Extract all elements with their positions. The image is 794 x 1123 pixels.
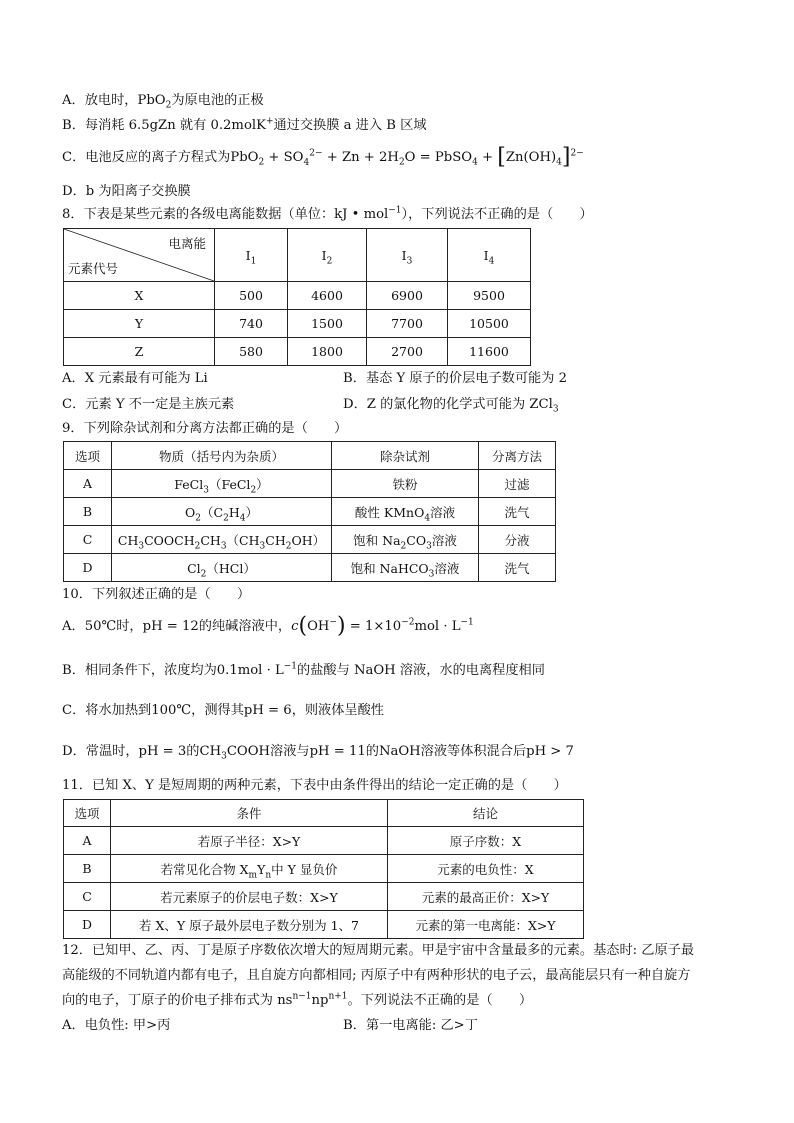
q12-stem-line3: 向的电子，丁原子的价电子排布式为 $ns^{n-1}np^{n+1}$。下列说法不正确的是（ ） — [62, 991, 533, 1008]
diagonal-line — [63, 228, 215, 282]
q7-option-a: A．放电时，PbO$_2$为原电池的正极 — [62, 93, 264, 111]
table-header-row: 选项 物质（括号内为杂质） 除杂试剂 分离方法 — [64, 442, 556, 470]
table-row: Z 580 1800 2700 11600 — [64, 338, 531, 366]
q8-option-a: A．X 元素最有可能为 Li — [62, 371, 208, 386]
table-row: X 500 4600 6900 9500 — [64, 282, 531, 310]
q8-stem: 8．下表是某些元素的各级电离能数据（单位：kJ • mol$^{-1}$），下列说法不正确的是（ ） — [62, 205, 593, 222]
col-i2: $I_2$ — [288, 229, 367, 282]
q8-option-b: B．基态 Y 原子的价层电子数可能为 2 — [343, 371, 567, 386]
q10-option-d: D．常温时，pH = 3的$CH_3COOH$溶液与pH = 11的NaOH溶液等体积混合后pH > 7 — [62, 744, 574, 762]
q10-option-b: B．相同条件下，浓度均为$0.1mol \cdot L^{-1}$的盐酸与 NaOH 溶液，水的电离程度相同 — [62, 661, 545, 678]
table-row: C 若元素原子的价层电子数：X>Y 元素的最高正价：X>Y — [64, 883, 584, 911]
table-row: C $CH_3COOCH_2CH_3(CH_3CH_2OH)$ 饱和 $Na_2CO_3$溶液 分液 — [64, 526, 556, 554]
q8-option-c: C．元素 Y 不一定是主族元素 — [62, 397, 235, 412]
table-header-row: 选项 条件 结论 — [64, 800, 584, 827]
table-row: A FeCl$_3$（FeCl$_2$） 铁粉 过滤 — [64, 470, 556, 498]
col-i3: $I_3$ — [367, 229, 448, 282]
col-i1: $I_1$ — [215, 229, 288, 282]
q7-option-d: D．b 为阳离子交换膜 — [62, 184, 191, 199]
q9-stem: 9．下列除杂试剂和分离方法都正确的是（ ） — [62, 421, 348, 436]
table-row: D $Cl_2(HCl)$ 饱和 NaHCO$_3$溶液 洗气 — [64, 554, 556, 582]
ionic-equation: $PbO_2 + SO_4^{2-} + Zn + 2H_2O$ = PbSO$_4$ + $[Zn(OH)_4]^{2-}$ — [230, 144, 584, 170]
table-row: B 若常见化合物 $X_mY_n$中 Y 显负价 元素的电负性：X — [64, 855, 584, 883]
col-i4: $I_4$ — [448, 229, 531, 282]
table-row: D 若 X、Y 原子最外层电子数分别为 1、7 元素的第一电离能：X>Y — [64, 911, 584, 939]
q10-stem: 10．下列叙述正确的是（ ） — [62, 587, 251, 602]
q12-option-b: B．第一电离能: 乙>丁 — [343, 1018, 478, 1033]
q12-stem-line2: 高能级的不同轨道内都有电子，且自旋方向都相同; 丙原子中有两种形状的电子云，最高能层只有一种自旋方 — [62, 968, 691, 983]
purification-table — [63, 441, 556, 582]
condition-conclusion-table — [63, 799, 584, 939]
q7-option-b: B．每消耗 6.5gZn 就有 0.2molK+通过交换膜 a 进入 B 区域 — [62, 116, 427, 133]
q12-option-a: A．电负性: 甲>丙 — [62, 1018, 171, 1033]
q12-stem-line1: 12．已知甲、乙、丙、丁是原子序数依次增大的短周期元素。甲是宇宙中含量最多的元素。基态时: 乙原子最 — [62, 943, 695, 958]
q11-stem: 11．已知 X、Y 是短周期的两种元素，下表中由条件得出的结论一定正确的是（ ） — [62, 778, 567, 793]
table-row: Y 740 1500 7700 10500 — [64, 310, 531, 338]
q10-option-c: C．将水加热到100℃，测得其pH = 6，则液体呈酸性 — [62, 703, 384, 718]
table-row: B $O_2(C_2H_4)$ 酸性 KMnO$_4$溶液 洗气 — [64, 498, 556, 526]
diagonal-header-cell: 电离能 元素代号 — [64, 229, 215, 282]
table-row: A 若原子半径：X>Y 原子序数：X — [64, 827, 584, 855]
q10-option-a: A．50℃时，pH = 12的纯碱溶液中，$c(OH^-) = 1\times 10^{-2}mol \cdot L^{-1}$ — [62, 613, 474, 639]
q7-option-c: C．电池反应的离子方程式为$PbO_2 + SO_4^{2-} + Zn + 2H_2O$ = PbSO$_4$ + $[Zn(OH)_4]^{2-}$ — [62, 144, 584, 170]
q8-option-d: D．Z 的氯化物的化学式可能为 ZCl$_3$ — [343, 397, 559, 415]
